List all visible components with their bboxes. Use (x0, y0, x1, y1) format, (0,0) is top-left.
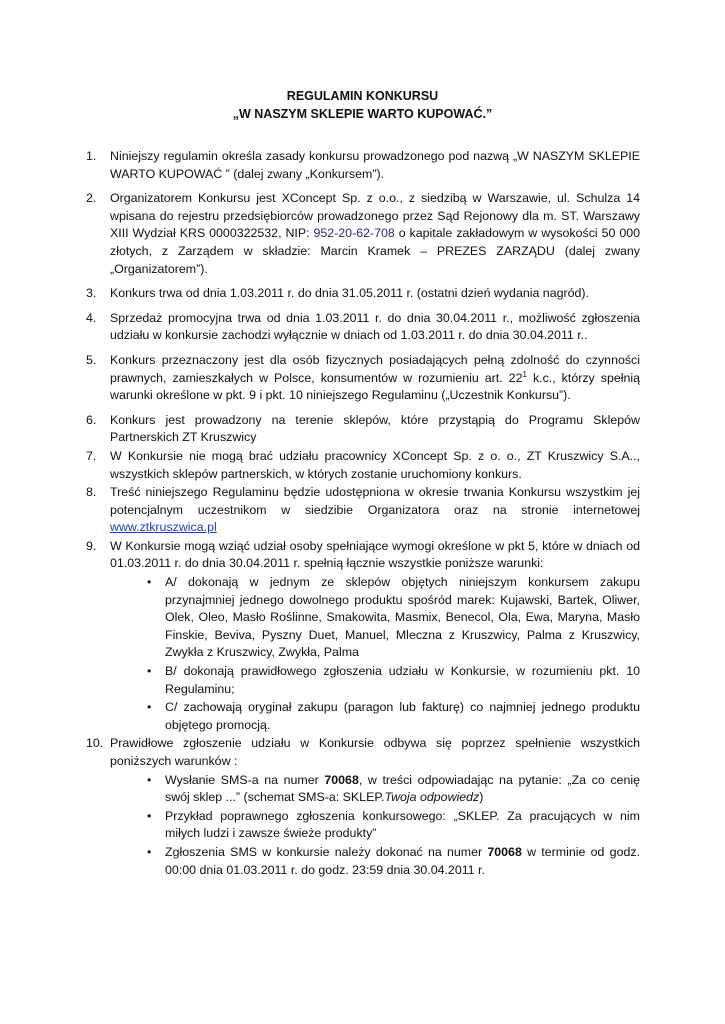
list-item-5 (86, 352, 640, 405)
bullet-item (110, 772, 640, 807)
item-text (110, 484, 640, 537)
item-text: Konkurs jest prowadzony na terenie sklepów, które przystąpią do Programu Sklepów Partnerskich ZT Kruszwicy (110, 412, 640, 445)
bullet-icon: • (147, 844, 152, 859)
bullet-icon: • (147, 575, 152, 590)
organizer-text: Organizatorem Konkursu jest XConcept Sp. z o.o., z siedzibą w Warszawie, ul. Schulza 14 wpisana do rejestru przedsiębiorców prowadzonego przez Sąd Rejonowy dla m. ST. Warszawy XIII Wydział KRS 0000322532, NIP: (110, 191, 640, 241)
eligibility-text: Konkurs przeznaczony jest dla osób fizycznych posiadających pełną zdolność do czynności prawnych, zamieszkałych w Polsce, konsumentów w rozumieniu art. 22 (110, 352, 640, 385)
bullet-text: Przykład poprawnego zgłoszenia konkursowego: „SKLEP. Za pracujących w nim miłych ludzi i zawsze świeże produkty” (165, 808, 640, 841)
contest-name: „W NASZYM SKLEPIE WARTO KUPOWAĆ.” (232, 107, 493, 121)
sms-number: 70068 (324, 772, 359, 787)
list-item-4 (86, 310, 640, 345)
item-text: Konkurs trwa od dnia 1.03.2011 r. do dnia 31.05.2011 r. (ostatni dzień wydania nagród). (110, 286, 589, 301)
regulation-list (86, 148, 640, 880)
item-number: 1. (86, 149, 97, 163)
item-text: W Konkursie nie mogą brać udziału pracownicy XConcept Sp. z o. o., ZT Kruszwicy S.A.., wszystkich sklepów partnerskich, w których zostanie uruchomiony konkurs. (110, 448, 640, 481)
sms-text-mid: , w treści odpowiadając na pytanie: „Za co cenię swój sklep ...” (schemat SMS-a: SKLEP. (165, 772, 640, 805)
list-item-10 (86, 735, 640, 879)
list-item-3 (86, 285, 640, 303)
item-text (110, 352, 640, 405)
bullet-item (110, 699, 640, 734)
sms-number: 70068 (487, 844, 522, 859)
bullet-text: B/ dokonają prawidłowego zgłoszenia udziału w Konkursie, w rozumieniu pkt. 10 Regulaminu; (165, 664, 640, 696)
item-text: W Konkursie mogą wziąć udział osoby spełniające wymogi określone w pkt 5, które w dniach od 01.03.2011 r. do dnia 30.04.2011 r. spełnią łącznie wszystkie poniższe warunki: (110, 538, 640, 571)
entry-conditions-list (110, 772, 640, 880)
item-number: 6. (86, 412, 97, 427)
organizer-text-end: o kapitale zakładowym w wysokości 50 000 złotych, z Zarządem w składzie: Marcin Kramek – PREZES ZARZĄDU (dalej zwany „Organizatorem”). (110, 226, 640, 276)
bullet-item (110, 663, 640, 698)
item-text: Niniejszy regulamin określa zasady konkursu prowadzonego pod nazwą „W NASZYM SKLEPIE WARTO KUPOWAĆ ” (dalej zwany „Konkursem”). (110, 149, 640, 181)
bullet-icon: • (147, 808, 152, 823)
eligibility-text-end: k.c., którzy spełnią warunki określone w pkt. 9 i pkt. 10 niniejszego Regulaminu („Uczestnik Konkursu”). (110, 370, 641, 403)
item-text (110, 190, 640, 278)
website-link[interactable]: www.ztkruszwica.pl (110, 520, 217, 535)
item-text: Prawidłowe zgłoszenie udziału w Konkursie odbywa się poprzez spełnienie wszystkich poniższych warunków : (110, 736, 640, 768)
bullet-item (110, 808, 640, 843)
sms-answer-placeholder: Twoja odpowiedz (384, 790, 480, 805)
bullet-text: A/ dokonają w jednym ze sklepów objętych niniejszym konkursem zakupu przynajmniej jednego dowolnego produktu spośród marek: Kujawski, Bartek, Oliwer, Olek, Oleo, Masło Roślinne, Smakowita, Masmix, Benecol, Ola, Ewa, Maryna, Masło Finskie, Beviva, Pyszny Duet, Manuel, Mleczna z Kruszwicy, Palma z Kruszwicy, Zwykła z Kruszwicy, Zwykła, Palma (165, 575, 640, 660)
conditions-list (110, 574, 640, 734)
bullet-icon: • (147, 664, 152, 679)
list-item-8 (86, 484, 640, 537)
bullet-item (110, 574, 640, 662)
bullet-text: C/ zachowają oryginał zakupu (paragon lub fakturę) co najmniej jednego produktu objętego promocją. (165, 700, 640, 732)
item-number: 5. (86, 352, 97, 367)
bullet-item (110, 844, 640, 879)
item-number: 10. (86, 736, 104, 751)
list-item-6 (86, 412, 640, 447)
nip-number: 952-20-62-708 (313, 226, 395, 241)
list-item-7 (86, 448, 640, 483)
item-number: 7. (86, 448, 97, 463)
bullet-icon: • (147, 772, 152, 787)
list-item-9 (86, 538, 640, 735)
sms-text: Wysłanie SMS-a na numer (165, 772, 325, 787)
item-number: 3. (86, 286, 97, 301)
publication-text: Treść niniejszego Regulaminu będzie udostępniona w okresie trwania Konkursu wszystkim jej potencjalnym uczestnikom w siedzibie Organizatora oraz na stronie internetowej (110, 485, 640, 517)
document-title: REGULAMIN KONKURSU (286, 89, 439, 103)
item-number: 9. (86, 538, 97, 553)
sms-text-end: ) (479, 790, 484, 805)
list-item-2 (86, 190, 640, 278)
deadline-text: Zgłoszenia SMS w konkursie należy dokonać na numer (165, 844, 488, 859)
bullet-icon: • (147, 700, 152, 715)
deadline-text-end: w terminie od godz. 00:00 dnia 01.03.2011 r. do godz. 23:59 dnia 30.04.2011 r. (165, 844, 640, 877)
item-number: 4. (86, 310, 97, 325)
superscript: 1 (522, 369, 527, 379)
item-text: Sprzedaż promocyjna trwa od dnia 1.03.2011 r. do dnia 30.04.2011 r., możliwość zgłoszenia udziału w konkursie zachodzi wyłącznie w dniach od 1.03.2011 r. do dnia 30.04.2011 r.. (110, 310, 640, 343)
list-item-1 (86, 148, 640, 183)
item-number: 8. (86, 485, 97, 500)
item-number: 2. (86, 191, 97, 206)
